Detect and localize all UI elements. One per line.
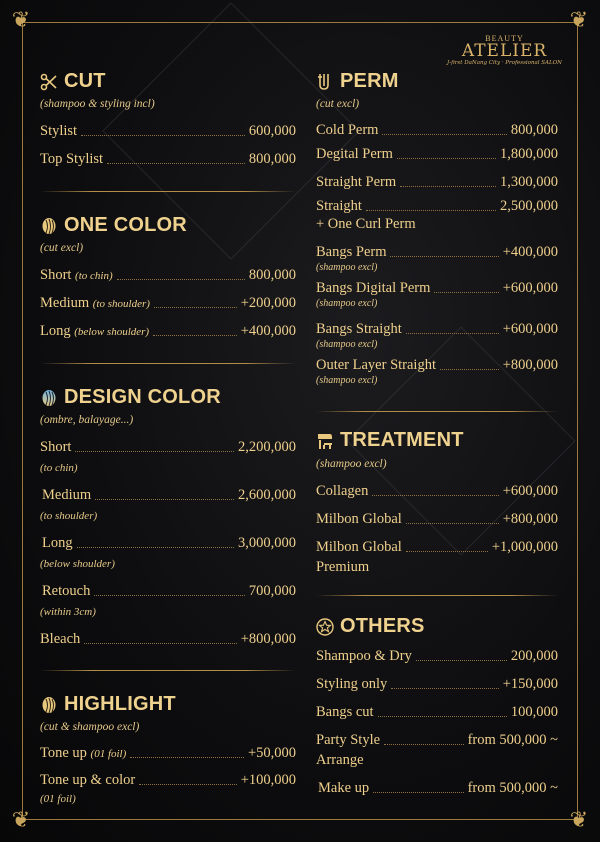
list-item — [42, 535, 296, 552]
item-price: 600,000 — [248, 123, 296, 139]
item-name: Cold Perm — [316, 122, 379, 138]
item-price: +600,000 — [502, 483, 558, 499]
item-name: Straight — [316, 198, 362, 214]
item-note: (to chin) — [75, 270, 113, 282]
item-name: Milbon Global — [316, 511, 402, 527]
divider — [316, 595, 558, 596]
section-title-others — [316, 615, 425, 638]
item-name: Tone up & color — [40, 772, 136, 788]
item-name: Make up — [318, 780, 370, 796]
list-item — [316, 280, 558, 297]
section-subtitle: (ombre, balayage...) — [40, 414, 134, 426]
item-price: +800,000 — [502, 511, 558, 527]
item-name: Medium — [42, 487, 92, 503]
item-note: (01 foil) — [40, 793, 76, 805]
item-name: Outer Layer Straight — [316, 357, 436, 373]
list-item — [42, 487, 296, 504]
item-price: +400,000 — [240, 323, 296, 339]
item-price: 700,000 — [248, 583, 296, 599]
item-price: 2,600,000 — [238, 487, 296, 503]
item-price: +600,000 — [502, 321, 558, 337]
left-column — [40, 0, 296, 842]
divider — [316, 411, 558, 412]
item-note: (shampoo excl) — [316, 339, 378, 350]
item-name: Tone up — [40, 745, 87, 761]
divider — [40, 363, 296, 364]
brand-line1: BEAUTY — [485, 34, 524, 43]
item-price: +50,000 — [247, 745, 296, 761]
list-item — [316, 244, 558, 261]
section-title-perm — [316, 70, 399, 93]
scissors-icon — [40, 73, 58, 91]
list-item — [40, 631, 296, 648]
item-price: 800,000 — [510, 122, 558, 138]
item-name: Medium — [40, 295, 90, 311]
item-note: (to chin) — [40, 462, 78, 474]
section-title-text: DESIGN COLOR — [64, 386, 221, 408]
item-name: Bangs Perm — [316, 244, 387, 260]
list-item — [316, 732, 558, 749]
item-note: (shampoo excl) — [316, 375, 378, 386]
ornament-icon: ❦ — [569, 808, 589, 833]
section-title-highlight — [40, 693, 176, 716]
item-price: from 500,000 ~ — [467, 780, 558, 796]
item-price: 200,000 — [510, 648, 558, 664]
item-name: Bangs cut — [316, 704, 374, 720]
section-title-text: HIGHLIGHT — [64, 693, 176, 715]
item-note: (to shoulder) — [40, 510, 98, 522]
divider — [40, 191, 296, 192]
item-name: Top Stylist — [40, 151, 104, 167]
hair-dryer-chair-icon — [316, 432, 334, 450]
section-subtitle: (cut excl) — [40, 242, 84, 254]
item-name: Bleach — [40, 631, 81, 647]
hair-icon — [40, 217, 58, 235]
section-title-text: PERM — [340, 70, 399, 92]
list-item — [42, 583, 296, 600]
section-title-treatment — [316, 429, 464, 452]
star-icon — [316, 618, 334, 636]
item-price: 800,000 — [248, 151, 296, 167]
hair-color-icon — [40, 389, 58, 407]
item-price: 100,000 — [510, 704, 558, 720]
item-price: +800,000 — [502, 357, 558, 373]
item-name: Short — [40, 267, 72, 283]
item-note: (below shoulder) — [74, 326, 150, 338]
list-item — [316, 539, 558, 556]
item-price: from 500,000 ~ — [467, 732, 558, 748]
list-item — [40, 323, 296, 340]
item-note: (to shoulder) — [92, 298, 150, 310]
ornament-icon: ❦ — [569, 8, 589, 33]
list-item — [316, 357, 558, 374]
hair-icon — [40, 696, 58, 714]
item-name: Long — [42, 535, 73, 551]
list-item — [316, 198, 558, 215]
item-name-line2: Arrange — [316, 752, 364, 768]
item-name: Stylist — [40, 123, 78, 139]
list-item — [316, 122, 558, 139]
list-item — [316, 146, 558, 163]
item-name: Short — [40, 439, 72, 455]
item-price: 3,000,000 — [238, 535, 296, 551]
list-item — [40, 772, 296, 789]
item-name: Collagen — [316, 483, 369, 499]
item-name: Degital Perm — [316, 146, 393, 162]
item-name: Bangs Straight — [316, 321, 402, 337]
section-title-one-color — [40, 214, 187, 237]
list-item — [40, 123, 296, 140]
item-name: Retouch — [42, 583, 91, 599]
list-item — [316, 483, 558, 500]
item-name: Bangs Digital Perm — [316, 280, 431, 296]
list-item — [40, 267, 296, 284]
item-note: (shampoo excl) — [316, 262, 378, 273]
item-price: +400,000 — [502, 244, 558, 260]
item-price: 800,000 — [248, 267, 296, 283]
section-title-text: CUT — [64, 70, 106, 92]
brand-name: ATELIER — [461, 41, 548, 61]
item-price: 1,800,000 — [500, 146, 558, 162]
list-item — [316, 704, 558, 721]
section-title-text: OTHERS — [340, 615, 425, 637]
section-title-design-color — [40, 386, 221, 409]
item-price: +200,000 — [240, 295, 296, 311]
right-column — [316, 0, 558, 842]
list-item — [316, 321, 558, 338]
item-name: Straight Perm — [316, 174, 397, 190]
section-subtitle: (shampoo & styling incl) — [40, 98, 155, 110]
item-name: Long — [40, 323, 71, 339]
section-title-text: TREATMENT — [340, 429, 464, 451]
item-price: +800,000 — [240, 631, 296, 647]
section-subtitle: (cut excl) — [316, 98, 360, 110]
item-name-line2: Premium — [316, 559, 370, 575]
list-item — [40, 439, 296, 456]
section-title-cut — [40, 70, 106, 93]
section-subtitle: (shampoo excl) — [316, 458, 387, 470]
item-name: Milbon Global — [316, 539, 402, 555]
item-price: +100,000 — [240, 772, 296, 788]
item-note: (within 3cm) — [40, 606, 96, 618]
item-name: Shampoo & Dry — [316, 648, 412, 664]
list-item — [318, 780, 558, 797]
list-item — [40, 151, 296, 168]
item-price: +600,000 — [502, 280, 558, 296]
item-price: +150,000 — [502, 676, 558, 692]
item-note: (below shoulder) — [40, 558, 115, 570]
item-name-line2: + One Curl Perm — [316, 216, 416, 232]
list-item — [316, 676, 558, 693]
item-name: Styling only — [316, 676, 388, 692]
list-item — [40, 295, 296, 312]
section-subtitle: (cut & shampoo excl) — [40, 721, 140, 733]
list-item — [316, 511, 558, 528]
item-note: (01 foil) — [90, 748, 127, 760]
item-name: Party Style — [316, 732, 381, 748]
item-price: 1,300,000 — [500, 174, 558, 190]
list-item — [40, 745, 296, 762]
ornament-icon: ❦ — [11, 808, 31, 833]
item-note: (shampoo excl) — [316, 298, 378, 309]
ornament-icon: ❦ — [11, 8, 31, 33]
item-price: +1,000,000 — [491, 539, 558, 555]
brand-tagline: J-first DaNang City · Professional SALON — [447, 60, 562, 66]
list-item — [316, 174, 558, 191]
curling-iron-icon — [316, 73, 334, 91]
section-title-text: ONE COLOR — [64, 214, 187, 236]
item-price: 2,500,000 — [500, 198, 558, 214]
divider — [40, 670, 296, 671]
item-price: 2,200,000 — [238, 439, 296, 455]
list-item — [316, 648, 558, 665]
